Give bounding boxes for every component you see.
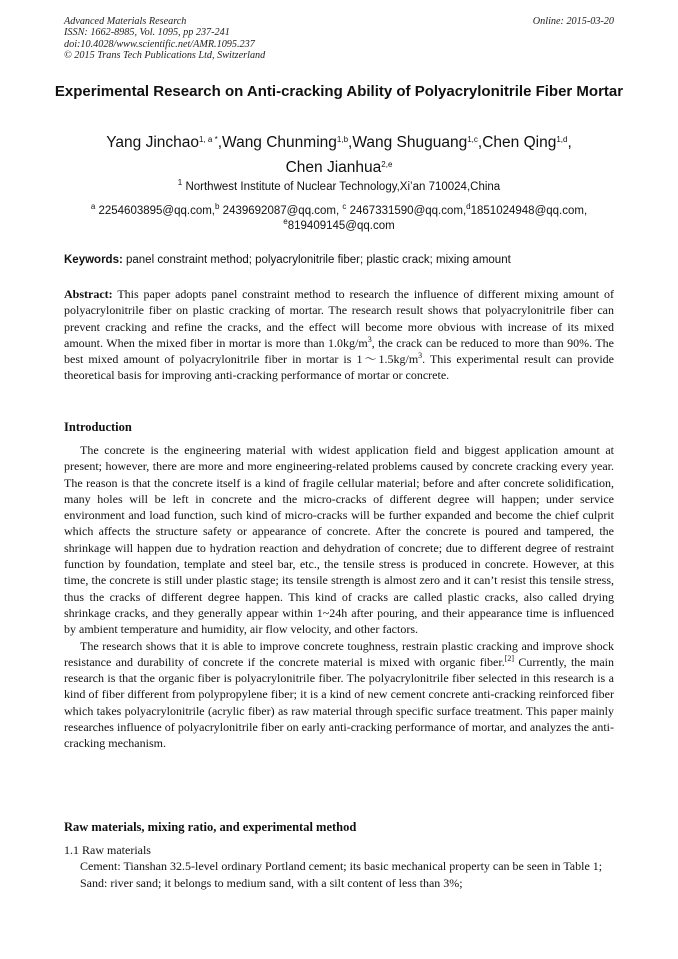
citation-reference[interactable]: [2] (504, 653, 515, 663)
online-date: Online: 2015-03-20 (532, 16, 614, 27)
affiliation-mark: 1 (177, 178, 183, 187)
raw-materials-body (64, 842, 614, 891)
paper-title: Experimental Research on Anti-cracking Ability of Polyacrylonitrile Fiber Mortar (54, 83, 624, 100)
journal-header (64, 16, 265, 61)
abstract-text: . This experimental result can provide theoretical basis for improving anti-cracking performance of mortar or concrete. (64, 352, 614, 383)
superscript: 3 (418, 351, 423, 361)
email-address[interactable]: 1851024948@qq.com, (470, 205, 588, 217)
keywords-text: panel constraint method; polyacrylonitrile fiber; plastic crack; mixing amount (126, 254, 511, 266)
author-name: Chen Jianhua (285, 159, 382, 176)
abstract-text: This paper adopts panel constraint method to research the influence of different mixing amount of polyacrylonitrile fiber on plastic cracking of mortar. The research result shows that polyacrylonitrile fiber can prevent cracking and refine the cracks, and the effect will become more obvious with increase of its mixed amount. When the mixed fiber in mortar is more than 1.0kg/m (64, 287, 614, 350)
introduction-heading: Introduction (64, 420, 132, 434)
affiliation-text: Northwest Institute of Nuclear Technology,Xi’an 710024,China (185, 181, 501, 193)
keywords-label: Keywords: (64, 254, 123, 266)
introduction-paragraph: The concrete is the engineering material with widest application field and biggest application amount at present; however, there are more and more engineering-related problems caused by concrete cracking every year. The reason is that the concrete itself is a kind of fragile cellular material; before and after concrete solidification, many holes will be left in concrete and the micro-cracks of different degree will happen; under service environment and load function, such kind of micro-cracks will be further expanded and become the chief culprit which affects the structure safety or appearance of concrete. After the concrete is poured and tampered, the shrinkage will happen due to hydration reaction and dehydration of concrete; due to different degree of restraint function by foundation, template and steel bar, etc., the tensile stress is produced in concrete. However, at this time, the concrete is still under plastic stage; its tensile strength is almost zero and it can’t resist this tensile stress, thus the cracks of different degree happen. This kind of cracks are called plastic cracks, also called drying shrinkage cracks, and they generally appear within 1~24h after pouring, and their appearance time is influenced by ambient temperature and humidity, air flow velocity, and other factors. (64, 443, 614, 637)
cement-paragraph: Cement: Tianshan 32.5-level ordinary Portland cement; its basic mechanical property can be seen in Table 1; (80, 859, 603, 874)
subsection-heading: 1.1 Raw materials (64, 843, 151, 857)
introduction-paragraph (64, 638, 614, 752)
introduction-body (64, 442, 614, 752)
author-affiliation-mark: 2,e (381, 160, 393, 169)
email-mark: d (466, 202, 471, 211)
author-name: Wang Chunming (222, 134, 337, 151)
email-address[interactable]: 2254603895@qq.com, (98, 205, 216, 217)
abstract (64, 286, 614, 384)
affiliation (40, 178, 638, 193)
author-list: Yang Jinchao$^{1, a *}$,Wang Chunming$^{1,b}$,Wang Shuguang$^{1,c}$,Chen Qing$^{1,d}$, Chen Jianhua$^{2,e}$ (106, 134, 572, 176)
keywords (64, 254, 624, 266)
author-affiliation-mark: 1,c (467, 135, 478, 144)
journal-name: Advanced Materials Research (64, 16, 187, 27)
issn-line: ISSN: 1662-8985, Vol. 1095, pp 237-241 (64, 27, 230, 39)
sand-paragraph: Sand: river sand; it belongs to medium sand, with a silt content of less than 3%; (80, 875, 463, 890)
email-mark: b (215, 202, 220, 211)
email-address[interactable]: 819409145@qq.com (287, 220, 395, 232)
author-name: Yang Jinchao (106, 134, 200, 151)
abstract-label: Abstract: (64, 287, 113, 301)
author-affiliation-mark: 1,d (556, 135, 568, 144)
raw-materials-heading: Raw materials, mixing ratio, and experimental method (64, 820, 357, 834)
email-mark: e (283, 217, 288, 226)
email-mark: a (90, 202, 96, 211)
email-mark: c (342, 202, 347, 211)
email-address[interactable]: 2439692087@qq.com, (222, 205, 340, 217)
copyright-line: © 2015 Trans Tech Publications Ltd, Switzerland (64, 49, 266, 61)
doi-line: doi:10.4028/www.scientific.net/AMR.1095.237 (64, 38, 255, 50)
author-name: Wang Shuguang (352, 134, 468, 151)
superscript: 3 (367, 334, 372, 344)
author-affiliation-mark: 1,b (336, 135, 349, 144)
abstract-text: , the crack can be reduced to more than 90%. The best mixed amount of polyacrylonitrile fiber in mortar is 1～1.5kg/m (64, 335, 614, 367)
email-list (58, 204, 620, 234)
paragraph-text: Currently, the main research is that the organic fiber is polyacrylonitrile fiber. The polyacrylonitrile fiber selected in this research is a kind of fiber different from polypropylene fiber; it is a kind of new cement concrete anti-cracking reinforced fiber which takes polyacrylonitrile (acrylic fiber) as raw material through specific surface treatment. This paper mainly researches influence of polyacrylonitrile fiber on early anti-cracking performance of mortar, and analyzes the anti-cracking mechanism. (64, 654, 614, 751)
author-affiliation-mark: 1, a * (199, 135, 218, 144)
email-address[interactable]: 2467331590@qq.com, (349, 205, 467, 217)
author-name: Chen Qing (482, 134, 557, 151)
paragraph-text: The research shows that it is able to improve concrete toughness, restrain plastic cracking and improve shock resistance and durability of concrete if the concrete material is mixed with organic fiber. (64, 638, 614, 669)
